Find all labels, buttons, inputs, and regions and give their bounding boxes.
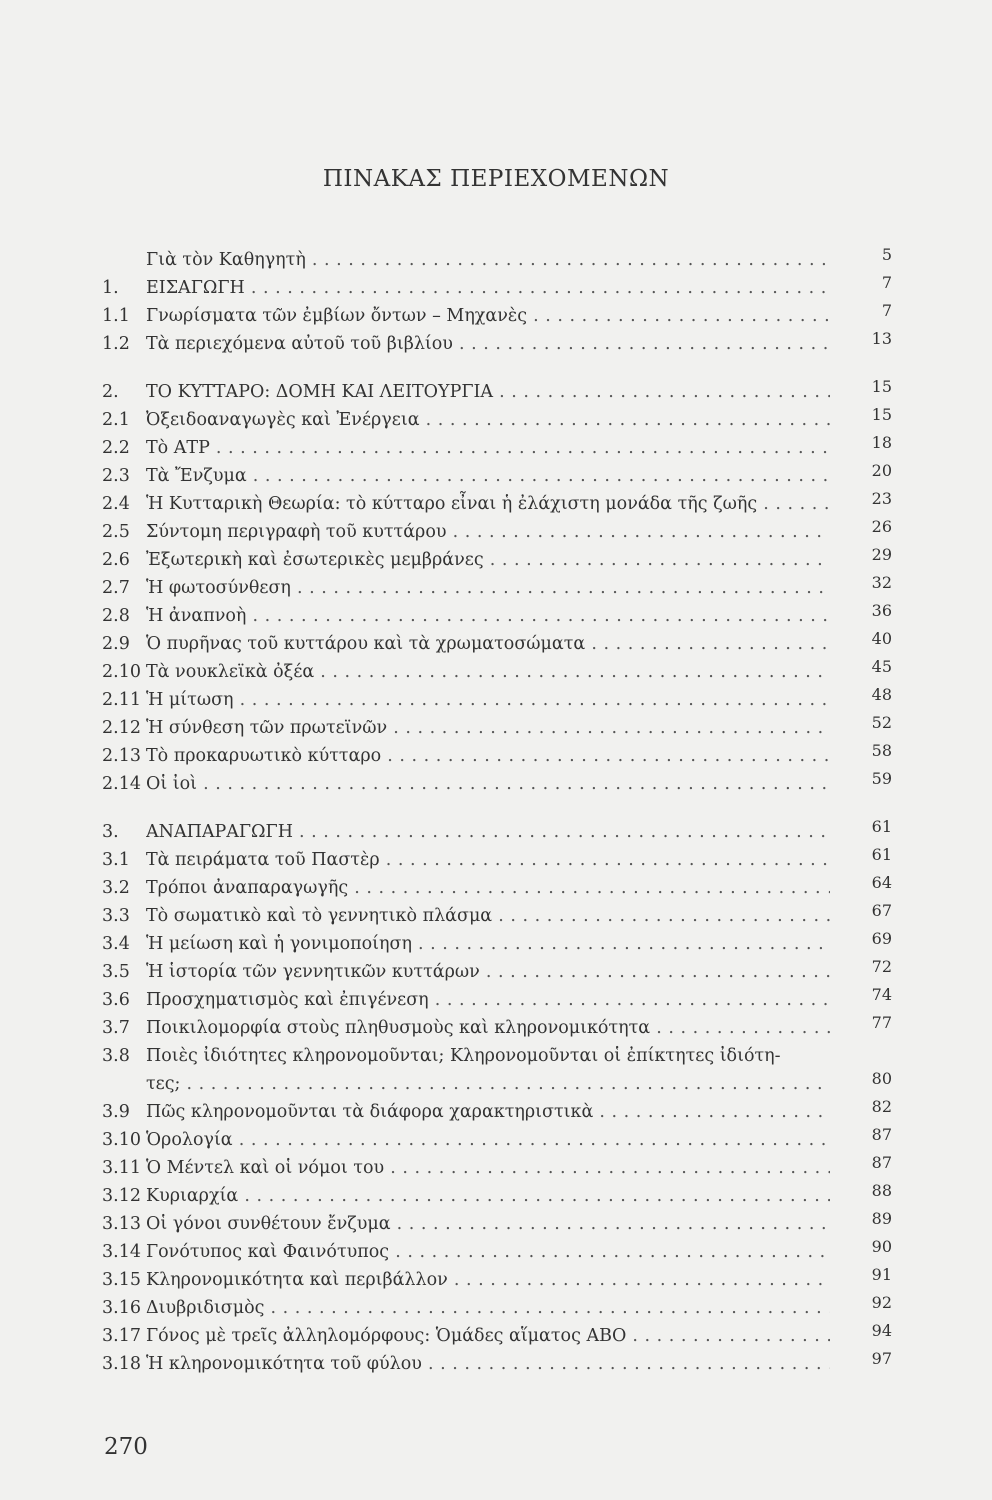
toc-entry-title: Ποιὲς ἰδιότητες κληρονομοῦνται; Κληρονομοῦνται οἱ ἐπίκτητες ἰδιότη-	[146, 1046, 781, 1066]
toc-entry	[102, 1098, 892, 1126]
toc-entry-page: 72	[871, 957, 892, 976]
toc-entry-title: Ἡ μείωση καὶ ἡ γονιμοποίηση . . .	[146, 930, 830, 958]
toc-entry-number: 3.18	[102, 1354, 141, 1374]
toc-entry-number: 3.13	[102, 1214, 141, 1234]
toc-entry-page: 29	[871, 545, 892, 564]
toc-entry-title: Ἡ Κυτταρικὴ Θεωρία: τὸ κύτταρο εἶναι ἡ ἐλάχιστη μονάδα τῆς ζωῆς . . .	[146, 490, 830, 518]
toc-entry-page: 36	[871, 601, 892, 620]
toc-entry	[102, 1294, 892, 1322]
toc-entry-page: 88	[871, 1181, 892, 1200]
toc-entry-title: Ἡ κληρονομικότητα τοῦ φύλου . . .	[146, 1350, 830, 1378]
toc-entry	[102, 686, 892, 714]
toc-entry-title: Κληρονομικότητα καὶ περιβάλλον . . .	[146, 1266, 830, 1294]
toc-entry-title: Ὁ Μέντελ καὶ οἱ νόμοι του . . .	[146, 1154, 830, 1182]
toc-entry	[102, 1182, 892, 1210]
toc-entry-number: 3.11	[102, 1158, 141, 1178]
toc-entry-number: 3.15	[102, 1270, 141, 1290]
toc-entry-number: 1.1	[102, 306, 130, 326]
page-number: 270	[104, 1434, 148, 1460]
toc-entry	[102, 658, 892, 686]
toc-entry	[102, 546, 892, 574]
toc-entry-number: 3.10	[102, 1130, 141, 1150]
toc-entry-number: 3.6	[102, 990, 130, 1010]
toc-entry-page: 69	[871, 929, 892, 948]
toc-entry	[102, 742, 892, 770]
toc-entry	[102, 406, 892, 434]
toc-entry-page: 91	[871, 1265, 892, 1284]
toc-entry-title: Ἐξωτερικὴ καὶ ἐσωτερικὲς μεμβράνες . . .	[146, 546, 830, 574]
toc-entry-number: 3.4	[102, 934, 130, 954]
toc-entry-page: 59	[871, 769, 892, 788]
toc-entry-page: 74	[871, 985, 892, 1004]
toc-entry-number: 3.1	[102, 850, 130, 870]
toc-entry-page: 18	[871, 433, 892, 452]
toc-entry-title: Γόνος μὲ τρεῖς ἀλληλομόρφους: Ὁμάδες αἵματος ΑΒΟ . . .	[146, 1322, 830, 1350]
toc-entry-title: ΑΝΑΠΑΡΑΓΩΓΗ . . .	[146, 818, 830, 846]
toc-entry-page: 15	[871, 405, 892, 424]
toc-entry-page: 64	[871, 873, 892, 892]
toc-entry-number: 2.7	[102, 578, 130, 598]
toc-entry-number: 2.2	[102, 438, 130, 458]
toc-entry	[102, 462, 892, 490]
toc-entry-number: 3.2	[102, 878, 130, 898]
toc-entry-number: 3.5	[102, 962, 130, 982]
toc-entry	[102, 1266, 892, 1294]
toc-entry	[102, 714, 892, 742]
toc-entry-page: 97	[871, 1349, 892, 1368]
toc-entry-title: Γονότυπος καὶ Φαινότυπος . . .	[146, 1238, 830, 1266]
toc-entry-title: Τὰ περιεχόμενα αὐτοῦ τοῦ βιβλίου . . .	[146, 330, 830, 358]
toc-entry-number: 3.3	[102, 906, 130, 926]
toc-entry	[102, 902, 892, 930]
toc-entry-page: 23	[871, 489, 892, 508]
toc-entry	[102, 274, 892, 302]
toc-entry-page: 87	[871, 1153, 892, 1172]
toc-entry-title: Ὁ πυρῆνας τοῦ κυττάρου καὶ τὰ χρωματοσώματα . . .	[146, 630, 830, 658]
toc-entry-number: 3.7	[102, 1018, 130, 1038]
toc-entry-title: Οἱ ἰοὶ . . .	[146, 770, 830, 798]
toc-entry-number: 2.4	[102, 494, 130, 514]
toc-entry-title: Ὀξειδοαναγωγὲς καὶ Ἐνέργεια . . .	[146, 406, 830, 434]
toc-entry-number: 1.2	[102, 334, 130, 354]
toc-entry-number: 2.6	[102, 550, 130, 570]
toc-entry	[102, 1210, 892, 1238]
toc-entry-title: τες; . . .	[146, 1070, 830, 1098]
toc-entry	[102, 874, 892, 902]
toc-entry-title: Ἡ φωτοσύνθεση . . .	[146, 574, 830, 602]
toc-entry-page: 94	[871, 1321, 892, 1340]
toc-entry-title: ΕΙΣΑΓΩΓΗ . . .	[146, 274, 830, 302]
toc-entry	[102, 518, 892, 546]
toc-entry-number: 3.17	[102, 1326, 141, 1346]
toc-entry	[102, 770, 892, 798]
toc-entry-page: 26	[871, 517, 892, 536]
toc-entry-title: Σύντομη περιγραφὴ τοῦ κυττάρου . . .	[146, 518, 830, 546]
toc-entry-page: 67	[871, 901, 892, 920]
toc-entry-page: 58	[871, 741, 892, 760]
toc-entry-number: 3.16	[102, 1298, 141, 1318]
toc-entry	[102, 1042, 892, 1070]
toc-entry	[102, 302, 892, 330]
toc-entry-number: 3.8	[102, 1046, 130, 1066]
toc-entry	[102, 958, 892, 986]
toc-entry-page: 13	[871, 329, 892, 348]
toc-entry	[102, 1238, 892, 1266]
toc-entry-page: 32	[871, 573, 892, 592]
toc-entry-number: 2.8	[102, 606, 130, 626]
toc-entry-page: 7	[881, 273, 892, 292]
toc-entry-title: Προσχηματισμὸς καὶ ἐπιγένεση . . .	[146, 986, 830, 1014]
toc-entry-title: Διυβριδισμὸς . . .	[146, 1294, 830, 1322]
toc-entry	[102, 1070, 892, 1098]
toc-entry	[102, 986, 892, 1014]
toc-entry-title: Ἡ ἀναπνοὴ . . .	[146, 602, 830, 630]
toc-entry	[102, 1322, 892, 1350]
toc-entry	[102, 330, 892, 358]
toc-entry-page: 89	[871, 1209, 892, 1228]
toc-entry-number: 2.14	[102, 774, 141, 794]
toc-entry-page: 61	[871, 817, 892, 836]
toc-entry	[102, 1154, 892, 1182]
toc-entry	[102, 434, 892, 462]
toc-entry-page: 77	[871, 1013, 892, 1032]
toc-entry-title: Ἡ ἱστορία τῶν γεννητικῶν κυττάρων . . .	[146, 958, 830, 986]
toc-entry-number: 3.12	[102, 1186, 141, 1206]
toc-entry-title: Γνωρίσματα τῶν ἐμβίων ὄντων – Μηχανὲς . . .	[146, 302, 830, 330]
toc-entry-number: 2.11	[102, 690, 141, 710]
toc-entry-page: 80	[871, 1069, 892, 1088]
toc-entry-title: Οἱ γόνοι συνθέτουν ἔνζυμα . . .	[146, 1210, 830, 1238]
toc-entry-page: 87	[871, 1125, 892, 1144]
toc-entry-title: Ἡ μίτωση . . .	[146, 686, 830, 714]
toc-entry-number: 2.1	[102, 410, 130, 430]
toc-entry-title: Τὰ Ἔνζυμα . . .	[146, 462, 830, 490]
toc-entry-title: Ποικιλομορφία στοὺς πληθυσμοὺς καὶ κληρονομικότητα . . .	[146, 1014, 830, 1042]
toc-entry-page: 5	[881, 245, 892, 264]
toc-entry	[102, 930, 892, 958]
toc-entry-number: 2.	[102, 382, 119, 402]
toc-entry-page: 92	[871, 1293, 892, 1312]
toc-entry	[102, 630, 892, 658]
toc-entry-title: Τρόποι ἀναπαραγωγῆς . . .	[146, 874, 830, 902]
toc-entry-title: Τὰ νουκλεϊκὰ ὀξέα . . .	[146, 658, 830, 686]
toc-entry-number: 3.	[102, 822, 119, 842]
toc-entry-title: Τὸ σωματικὸ καὶ τὸ γεννητικὸ πλάσμα . . .	[146, 902, 830, 930]
toc-entry-page: 82	[871, 1097, 892, 1116]
toc-entry-number: 2.5	[102, 522, 130, 542]
toc-entry-number: 2.3	[102, 466, 130, 486]
toc-entry-title: Ὁρολογία . . .	[146, 1126, 830, 1154]
toc-entry	[102, 1126, 892, 1154]
toc-entry-title: Πῶς κληρονομοῦνται τὰ διάφορα χαρακτηριστικὰ . . .	[146, 1098, 830, 1126]
toc-entry	[102, 246, 892, 274]
toc-entry-number: 2.13	[102, 746, 141, 766]
toc-entry-title: Τὸ ΑΤΡ . . .	[146, 434, 830, 462]
toc-entry-page: 52	[871, 713, 892, 732]
toc-entry-page: 20	[871, 461, 892, 480]
toc-entry	[102, 378, 892, 406]
toc-entry-page: 48	[871, 685, 892, 704]
toc-entry	[102, 818, 892, 846]
toc-entry	[102, 574, 892, 602]
toc-entry-page: 45	[871, 657, 892, 676]
toc-entry-title: ΤΟ ΚΥΤΤΑΡΟ: ΔΟΜΗ ΚΑΙ ΛΕΙΤΟΥΡΓΙΑ . . .	[146, 378, 830, 406]
toc-entry-page: 90	[871, 1237, 892, 1256]
toc-entry	[102, 1014, 892, 1042]
toc-entry-number: 2.12	[102, 718, 141, 738]
toc-entry-page: 61	[871, 845, 892, 864]
page-title: ΠΙΝΑΚΑΣ ΠΕΡΙΕΧΟΜΕΝΩΝ	[322, 166, 670, 192]
toc-entry	[102, 490, 892, 518]
toc-entry-page: 15	[871, 377, 892, 396]
toc-entry-number: 1.	[102, 278, 119, 298]
toc-entry-page: 7	[881, 301, 892, 320]
toc-entry	[102, 846, 892, 874]
toc-entry	[102, 602, 892, 630]
toc-entry	[102, 1350, 892, 1378]
toc-entry-number: 2.10	[102, 662, 141, 682]
toc-entry-title: Τὸ προκαρυωτικὸ κύτταρο . . .	[146, 742, 830, 770]
toc-entry-title: Ἡ σύνθεση τῶν πρωτεϊνῶν . . .	[146, 714, 830, 742]
toc-entry-number: 2.9	[102, 634, 130, 654]
toc-entry-number: 3.9	[102, 1102, 130, 1122]
toc-entry-title: Τὰ πειράματα τοῦ Παστὲρ . . .	[146, 846, 830, 874]
toc-entry-page: 40	[871, 629, 892, 648]
toc-entry-title: Γιὰ τὸν Καθηγητὴ . . .	[146, 246, 830, 274]
toc-entry-title: Κυριαρχία . . .	[146, 1182, 830, 1210]
toc-entry-number: 3.14	[102, 1242, 141, 1262]
